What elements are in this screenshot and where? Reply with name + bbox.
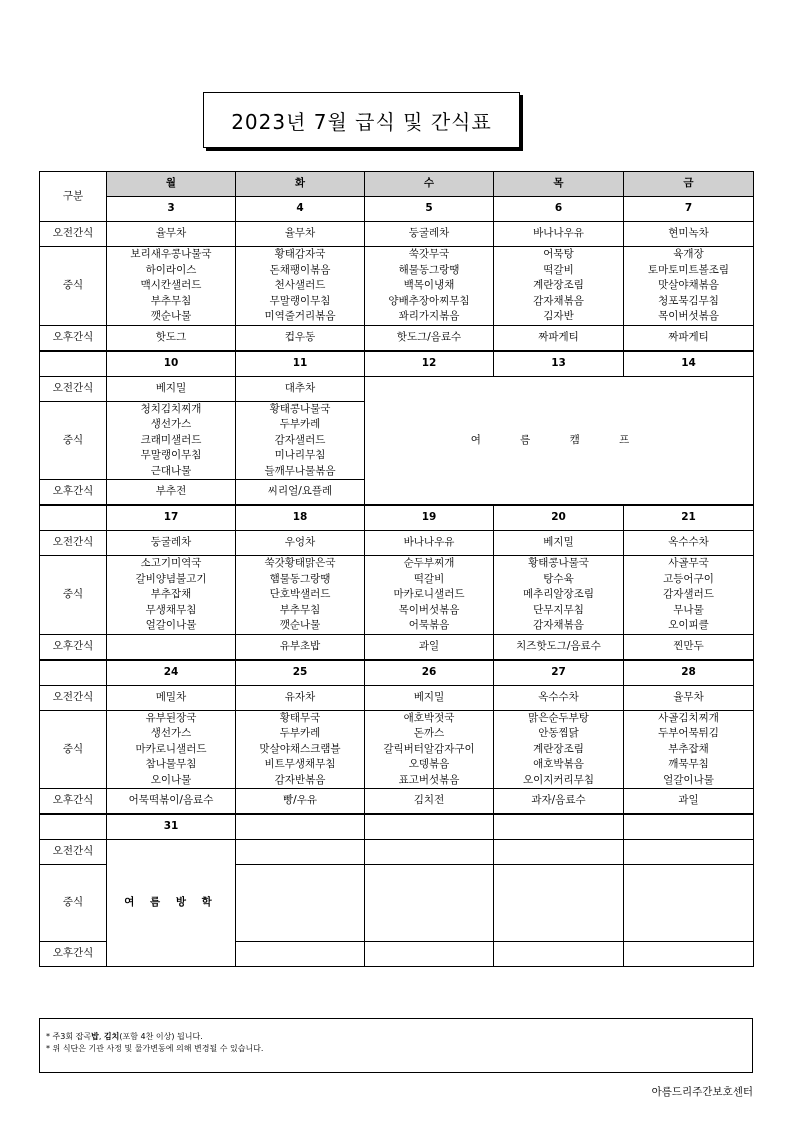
empty-cell — [365, 865, 494, 942]
menu-item: 어묵탕 — [543, 248, 574, 260]
menu-item: 김자반 — [543, 310, 574, 322]
menu-item: 청치김치찌개 — [140, 402, 202, 415]
row-label-lunch: 중식 — [40, 556, 107, 635]
row-label-morning: 오전간식 — [40, 531, 107, 556]
menu-item: 생선가스 — [150, 418, 192, 430]
empty-cell — [365, 942, 494, 967]
date-cell — [365, 814, 494, 840]
menu-item: 하이라이스 — [145, 263, 197, 276]
date-cell — [624, 814, 754, 840]
menu-item: 황태콩나물국 — [269, 402, 331, 415]
morning-snack-cell: 현미녹차 — [624, 222, 754, 247]
afternoon-snack-cell: 과자/음료수 — [494, 789, 624, 815]
menu-item: 부추무침 — [279, 603, 321, 616]
menu-item: 백목이냉채 — [403, 279, 455, 291]
row-label-afternoon: 오후간식 — [40, 634, 107, 660]
meal-schedule-table — [39, 171, 754, 967]
lunch-cell — [107, 401, 236, 480]
row-label-morning: 오전간식 — [40, 840, 107, 865]
menu-item: 무생채무침 — [145, 603, 197, 616]
row-label-afternoon: 오후간식 — [40, 325, 107, 351]
menu-item: 두부카레 — [279, 727, 321, 739]
day-header: 화 — [236, 172, 365, 197]
menu-item: 쑥갓황태맑은국 — [264, 557, 336, 569]
notes — [39, 1018, 753, 1073]
menu-item: 육개장 — [673, 248, 704, 260]
empty-cell — [236, 865, 365, 942]
afternoon-snack-cell: 김치전 — [365, 789, 494, 815]
afternoon-snack-cell: 핫도그 — [107, 325, 236, 351]
event-banner: 여 름 캠 프 — [365, 376, 754, 505]
menu-item: 떡갈비 — [543, 263, 574, 276]
menu-item: 부추잡채 — [668, 742, 709, 755]
empty-cell — [494, 840, 624, 865]
date-cell: 19 — [365, 505, 494, 531]
menu-item: 보리새우콩나물국 — [130, 248, 212, 260]
menu-item: 애호박볶음 — [533, 758, 584, 770]
menu-item: 순두부찌개 — [403, 557, 455, 569]
menu-item: 깻순나물 — [150, 310, 192, 322]
menu-item: 마카로니샐러드 — [393, 588, 465, 600]
empty-cell — [494, 865, 624, 942]
afternoon-snack-cell: 유부초밥 — [236, 634, 365, 660]
empty-cell — [236, 840, 365, 865]
menu-item: 마카로니샐러드 — [135, 742, 207, 755]
lunch-cell — [365, 556, 494, 635]
date-cell: 20 — [494, 505, 624, 531]
lunch-cell — [236, 556, 365, 635]
menu-item: 감자채볶음 — [533, 619, 584, 631]
menu-item: 깨묵무침 — [668, 758, 709, 770]
menu-item: 맛살야채볶음 — [658, 279, 719, 291]
afternoon-snack-cell: 어묵떡볶이/음료수 — [107, 789, 236, 815]
morning-snack-cell: 베지밀 — [365, 685, 494, 710]
menu-item: 햄물동그랑땡 — [269, 572, 331, 585]
menu-item: 천사샐러드 — [274, 279, 326, 291]
lunch-cell — [624, 247, 754, 326]
menu-item: 무말랭이무침 — [140, 449, 202, 461]
menu-item: 토마토미트볼조림 — [647, 263, 730, 276]
date-cell: 31 — [107, 814, 236, 840]
date-cell: 13 — [494, 351, 624, 377]
date-cell: 10 — [107, 351, 236, 377]
menu-item: 애호박젓국 — [403, 711, 455, 724]
afternoon-snack-cell: 씨리얼/요플레 — [236, 480, 365, 506]
menu-item: 고등어구이 — [663, 572, 714, 585]
afternoon-snack-cell: 핫도그/음료수 — [365, 325, 494, 351]
morning-snack-cell: 둥굴레차 — [365, 222, 494, 247]
lunch-cell — [494, 556, 624, 635]
date-cell: 3 — [107, 197, 236, 222]
row-label-morning: 오전간식 — [40, 685, 107, 710]
menu-item: 사골김치찌개 — [658, 711, 719, 724]
date-cell: 18 — [236, 505, 365, 531]
menu-item: 황태콩나물국 — [528, 557, 589, 569]
empty-cell — [624, 942, 754, 967]
menu-item: 계란장조림 — [533, 279, 584, 291]
lunch-cell — [107, 247, 236, 326]
empty-cell — [624, 840, 754, 865]
row-label-afternoon: 오후간식 — [40, 480, 107, 506]
menu-item: 부추무침 — [150, 294, 192, 307]
menu-item: 감자채볶음 — [533, 294, 584, 307]
date-cell: 17 — [107, 505, 236, 531]
afternoon-snack-cell: 치즈핫도그/음료수 — [494, 634, 624, 660]
menu-item: 사골무국 — [668, 557, 709, 569]
lunch-cell — [107, 556, 236, 635]
lunch-cell — [365, 247, 494, 326]
menu-item: 비트무생채무침 — [264, 758, 336, 770]
menu-item: 두부카레 — [279, 418, 321, 430]
morning-snack-cell: 대추차 — [236, 376, 365, 401]
morning-snack-cell: 메밀차 — [107, 685, 236, 710]
menu-item: 들깨무나물볶음 — [264, 464, 336, 477]
date-cell: 28 — [624, 660, 754, 686]
date-cell: 25 — [236, 660, 365, 686]
menu-item: 돈채팽이볶음 — [269, 263, 331, 276]
menu-item: 얼갈이나물 — [145, 619, 197, 631]
empty-cell — [236, 942, 365, 967]
afternoon-snack-cell: 컵우동 — [236, 325, 365, 351]
menu-item: 무말랭이무침 — [269, 294, 331, 307]
morning-snack-cell: 율무차 — [107, 222, 236, 247]
lunch-cell — [236, 247, 365, 326]
menu-item: 계란장조림 — [533, 742, 584, 755]
menu-item: 단무지무침 — [533, 603, 584, 616]
afternoon-snack-cell: 빵/우유 — [236, 789, 365, 815]
row-label-lunch: 중식 — [40, 401, 107, 480]
menu-item: 단호박샐러드 — [269, 588, 331, 600]
morning-snack-cell: 율무차 — [236, 222, 365, 247]
vacation-banner: 여 름 방 학 — [107, 840, 236, 967]
lunch-cell — [236, 710, 365, 789]
menu-item: 양배추장아찌무침 — [388, 294, 470, 307]
note-line-1: * 주3회 잡곡밥, 김치(포함 4찬 이상) 됩니다. — [46, 1032, 203, 1041]
morning-snack-cell: 옥수수차 — [494, 685, 624, 710]
menu-item: 해물동그랑땡 — [398, 263, 460, 276]
date-cell: 24 — [107, 660, 236, 686]
afternoon-snack-cell: 짜파게티 — [494, 325, 624, 351]
day-header: 수 — [365, 172, 494, 197]
date-row-spacer — [40, 660, 107, 686]
day-header: 월 — [107, 172, 236, 197]
afternoon-snack-cell — [107, 634, 236, 660]
empty-cell — [624, 865, 754, 942]
menu-item: 안동찜닭 — [538, 727, 579, 739]
lunch-cell — [107, 710, 236, 789]
menu-item: 맛살야채스크램블 — [259, 742, 341, 755]
menu-item: 메추리알장조림 — [522, 588, 594, 600]
menu-item: 청포묵김무침 — [658, 294, 719, 307]
menu-item: 탕수육 — [543, 572, 574, 585]
date-cell: 4 — [236, 197, 365, 222]
menu-item: 감자샐러드 — [663, 588, 714, 600]
morning-snack-cell: 바나나우유 — [494, 222, 624, 247]
menu-item: 꽈리가지볶음 — [398, 310, 460, 322]
menu-item: 맑은순두부탕 — [528, 711, 589, 724]
menu-item: 참나물무침 — [145, 758, 197, 770]
morning-snack-cell: 바나나우유 — [365, 531, 494, 556]
afternoon-snack-cell: 부추전 — [107, 480, 236, 506]
date-row-spacer — [40, 814, 107, 840]
afternoon-snack-cell: 찐만두 — [624, 634, 754, 660]
menu-item: 유부된장국 — [145, 711, 197, 724]
menu-item: 근대나물 — [150, 464, 192, 477]
menu-item: 돈까스 — [413, 727, 445, 739]
date-cell: 14 — [624, 351, 754, 377]
menu-item: 부추잡채 — [150, 588, 192, 600]
afternoon-snack-cell: 짜파게티 — [624, 325, 754, 351]
morning-snack-cell: 유자차 — [236, 685, 365, 710]
menu-item: 미역줄거리볶음 — [264, 310, 336, 322]
date-row-spacer — [40, 351, 107, 377]
menu-item: 감자반볶음 — [274, 773, 326, 786]
morning-snack-cell: 둥굴레차 — [107, 531, 236, 556]
menu-item: 깻순나물 — [279, 619, 321, 631]
day-header: 목 — [494, 172, 624, 197]
menu-item: 얼갈이나물 — [663, 773, 714, 786]
menu-item: 표고버섯볶음 — [398, 773, 460, 786]
menu-item: 갈비양념불고기 — [135, 572, 207, 585]
morning-snack-cell: 우엉차 — [236, 531, 365, 556]
empty-cell — [365, 840, 494, 865]
menu-item: 오이지커리무침 — [522, 773, 594, 786]
lunch-cell — [494, 710, 624, 789]
menu-item: 크래미샐러드 — [140, 433, 202, 446]
menu-item: 맥시칸샐러드 — [140, 279, 202, 291]
date-cell — [494, 814, 624, 840]
date-row-spacer — [40, 505, 107, 531]
row-label-lunch: 중식 — [40, 710, 107, 789]
menu-item: 감자샐러드 — [274, 433, 326, 446]
date-cell: 6 — [494, 197, 624, 222]
morning-snack-cell: 옥수수차 — [624, 531, 754, 556]
morning-snack-cell: 베지밀 — [494, 531, 624, 556]
date-cell: 21 — [624, 505, 754, 531]
note-line-2: * 위 식단은 기관 사정 및 물가변동에 의해 변경될 수 있습니다. — [46, 1044, 264, 1053]
menu-item: 어묵볶음 — [408, 619, 450, 631]
menu-item: 두부어묵튀김 — [658, 727, 719, 739]
menu-item: 쑥갓무국 — [408, 248, 450, 260]
menu-item: 황태감자국 — [274, 248, 326, 260]
date-cell — [236, 814, 365, 840]
menu-item: 떡갈비 — [413, 572, 445, 585]
menu-item: 소고기미역국 — [140, 557, 202, 569]
menu-item: 오이피클 — [668, 619, 709, 631]
menu-item: 생선가스 — [150, 727, 192, 739]
date-cell: 12 — [365, 351, 494, 377]
date-cell: 11 — [236, 351, 365, 377]
row-label-morning: 오전간식 — [40, 376, 107, 401]
lunch-cell — [236, 401, 365, 480]
row-label-afternoon: 오후간식 — [40, 942, 107, 967]
menu-item: 갈릭버터알감자구이 — [383, 742, 475, 755]
menu-item: 오뎅볶음 — [408, 758, 450, 770]
page-title: 2023년 7월 급식 및 간식표 — [203, 92, 520, 148]
date-cell: 5 — [365, 197, 494, 222]
row-label-lunch: 중식 — [40, 865, 107, 942]
row-label-afternoon: 오후간식 — [40, 789, 107, 815]
morning-snack-cell: 베지밀 — [107, 376, 236, 401]
afternoon-snack-cell: 과일 — [365, 634, 494, 660]
menu-item: 황태무국 — [279, 711, 321, 724]
lunch-cell — [494, 247, 624, 326]
lunch-cell — [365, 710, 494, 789]
category-header: 구분 — [40, 172, 107, 222]
morning-snack-cell: 율무차 — [624, 685, 754, 710]
day-header: 금 — [624, 172, 754, 197]
menu-item: 미나리무침 — [274, 449, 326, 461]
lunch-cell — [624, 710, 754, 789]
lunch-cell — [624, 556, 754, 635]
row-label-morning: 오전간식 — [40, 222, 107, 247]
afternoon-snack-cell: 과일 — [624, 789, 754, 815]
date-cell: 27 — [494, 660, 624, 686]
center-name: 아름드리주간보호센터 — [651, 1086, 753, 1098]
date-cell: 26 — [365, 660, 494, 686]
menu-item: 오이나물 — [150, 773, 192, 786]
date-cell: 7 — [624, 197, 754, 222]
menu-item: 목이버섯볶음 — [658, 310, 719, 322]
row-label-lunch: 중식 — [40, 247, 107, 326]
empty-cell — [494, 942, 624, 967]
menu-item: 무나물 — [673, 603, 704, 616]
menu-item: 목이버섯볶음 — [398, 603, 460, 616]
